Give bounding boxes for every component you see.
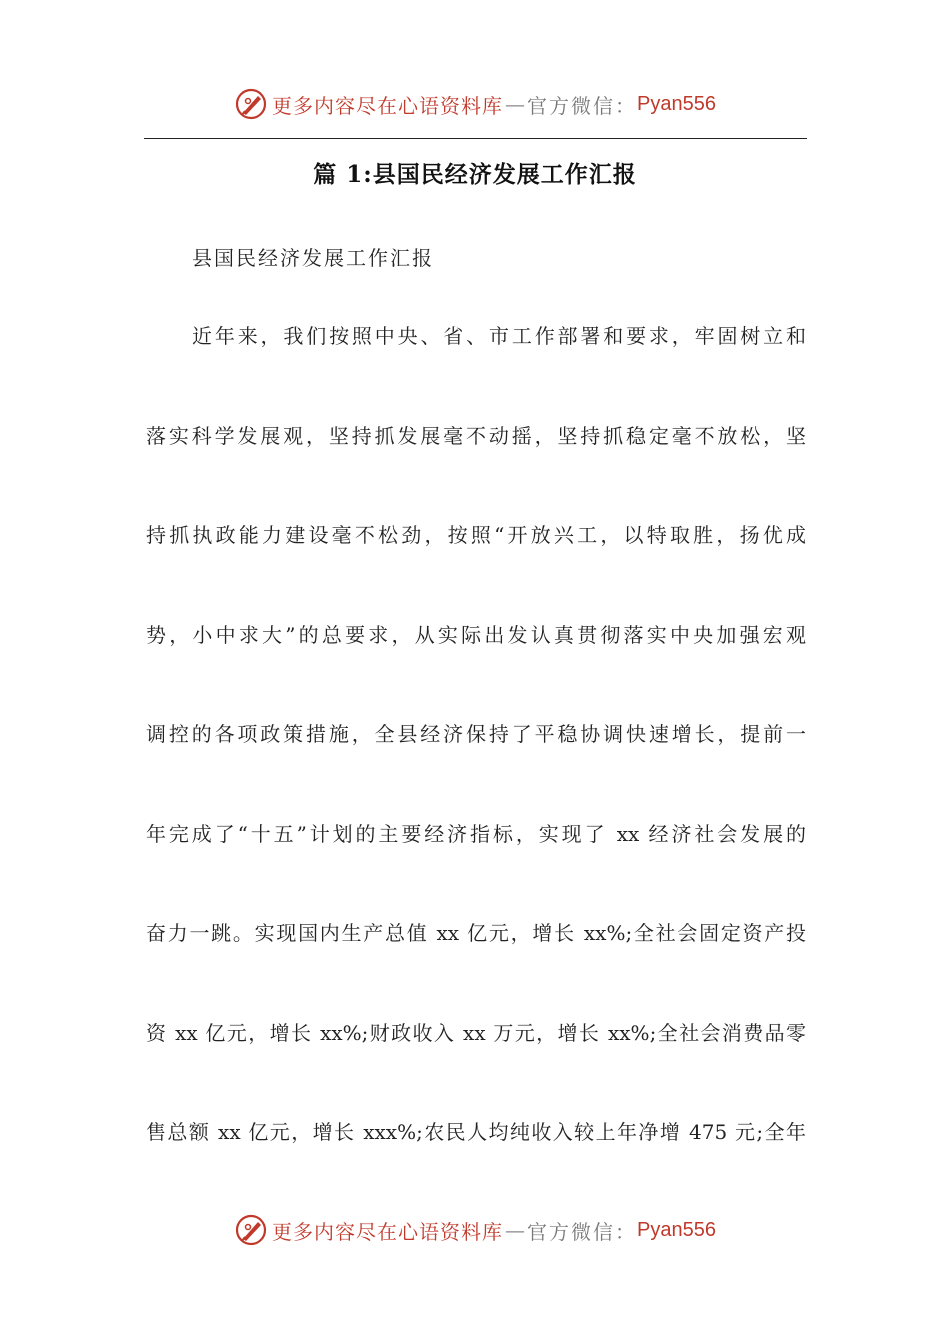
promo-dash: — [505, 92, 526, 116]
body-line-1: 近年来，我们按照中央、省、市工作部署和要求，牢固树立和 [192, 324, 806, 348]
promo-text: 更多内容尽在心语资料库 [272, 1219, 504, 1244]
body-line-3: 持抓执政能力建设毫不松劲，按照“开放兴工，以特取胜，扬优成 [146, 523, 806, 547]
header-banner [0, 84, 950, 124]
body-line-7: 奋力一跳。实现国内生产总值 xx 亿元，增长 xx%;全社会固定资产投 [146, 921, 806, 945]
document-title: 篇 1:县国民经济发展工作汇报 [313, 161, 637, 188]
footer-banner [0, 1210, 950, 1250]
body-line-8: 资 xx 亿元，增长 xx%;财政收入 xx 万元，增长 xx%;全社会消费品零 [146, 1021, 806, 1045]
body-line-5: 调控的各项政策措施，全县经济保持了平稳协调快速增长，提前一 [146, 722, 806, 746]
promo-text: 更多内容尽在心语资料库 [272, 93, 504, 118]
document-subtitle: 县国民经济发展工作汇报 [192, 246, 434, 270]
body-line-2: 落实科学发展观，坚持抓发展毫不动摇，坚持抓稳定毫不放松，坚 [146, 424, 806, 448]
quill-logo-icon [234, 1213, 268, 1247]
body-line-9: 售总额 xx 亿元，增长 xxx%;农民人均纯收入较上年净增 475 元;全年 [146, 1120, 806, 1144]
header-rule [144, 138, 807, 139]
body-line-4: 势，小中求大”的总要求，从实际出发认真贯彻落实中央加强宏观 [146, 623, 806, 647]
quill-logo-icon [234, 87, 268, 121]
wechat-id: Pyan556 [637, 92, 716, 115]
wechat-label: 官方微信： [527, 1219, 638, 1244]
wechat-label: 官方微信： [527, 93, 638, 118]
wechat-id: Pyan556 [637, 1218, 716, 1241]
body-line-6: 年完成了“十五”计划的主要经济指标，实现了 xx 经济社会发展的 [146, 822, 806, 846]
promo-dash: — [505, 1218, 526, 1242]
